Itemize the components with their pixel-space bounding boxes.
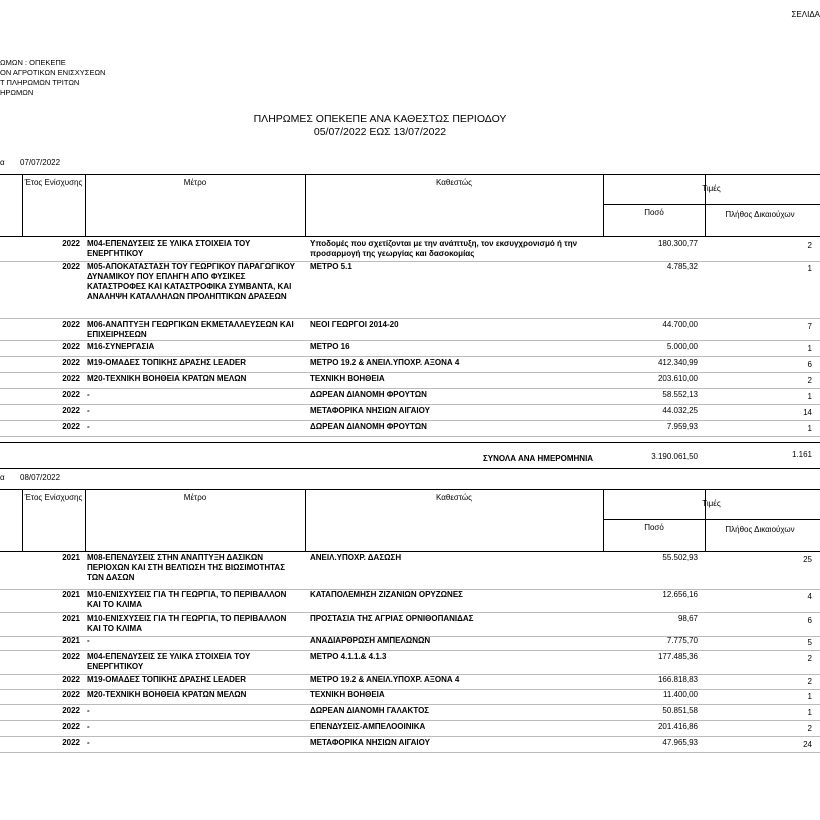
cell-status: ΤΕΧΝΙΚΗ ΒΟΗΘΕΙΑ	[310, 690, 385, 699]
header-amount: Ποσό	[644, 523, 664, 532]
cell-status: ΠΡΟΣΤΑΣΙΑ ΤΗΣ ΑΓΡΙΑΣ ΟΡΝΙΘΟΠΑΝΙΔΑΣ	[310, 614, 474, 623]
header-bottom-line	[0, 551, 820, 552]
cell-status: ΜΕΤΡΟ 19.2 & ΑΝΕΙΛ.ΥΠΟΧΡ. ΑΞΟΝΑ 4	[310, 358, 460, 367]
cell-year: 2021	[62, 553, 80, 562]
header-year: Έτος Ενίσχυσης	[24, 493, 83, 502]
cell-amount: 98,67	[677, 614, 698, 623]
page-label: ΣΕΛΙΔΑ	[791, 10, 820, 19]
header-status: Καθεστώς	[436, 493, 472, 502]
cell-year: 2021	[62, 614, 80, 623]
cell-count: 2	[807, 677, 812, 686]
date-prefix: α	[0, 473, 5, 482]
header-count: Πλήθος Δικαιούχων	[725, 525, 795, 534]
cell-count: 7	[807, 322, 812, 331]
cell-status: ΔΩΡΕΑΝ ΔΙΑΝΟΜΗ ΦΡΟΥΤΩΝ	[310, 390, 427, 399]
report-title: ΠΛΗΡΩΜΕΣ ΟΠΕΚΕΠΕ ΑΝΑ ΚΑΘΕΣΤΩΣ ΠΕΡΙΟΔΟΥ	[253, 113, 507, 125]
section-date: 07/07/2022	[20, 158, 61, 167]
cell-amount: 11.400,00	[663, 690, 698, 699]
cell-year: 2022	[62, 374, 80, 383]
cell-metro: -	[87, 706, 90, 715]
header-top-line	[0, 489, 820, 490]
section-date: 08/07/2022	[20, 473, 61, 482]
header-status: Καθεστώς	[436, 178, 472, 187]
cell-count: 6	[807, 616, 812, 625]
cell-status: ΕΠΕΝΔΥΣΕΙΣ-ΑΜΠΕΛΟΟΙΝΙΚΑ	[310, 722, 426, 731]
cell-metro: Μ10-ΕΝΙΣΧΥΣΕΙΣ ΓΙΑ ΤΗ ΓΕΩΡΓΙΑ, ΤΟ ΠΕΡΙΒΑΛΛΟΝ ΚΑΙ ΤΟ ΚΛΙΜΑ	[87, 614, 287, 633]
cell-metro: Μ19-ΟΜΑΔΕΣ ΤΟΠΙΚΗΣ ΔΡΑΣΗΣ LEADER	[87, 358, 247, 367]
cell-metro: Μ19-ΟΜΑΔΕΣ ΤΟΠΙΚΗΣ ΔΡΑΣΗΣ LEADER	[87, 675, 247, 684]
cell-count: 2	[807, 376, 812, 385]
cell-count: 24	[803, 740, 812, 749]
cell-status: ΜΕΤΡΟ 5.1	[310, 262, 352, 271]
cell-metro: Μ10-ΕΝΙΣΧΥΣΕΙΣ ΓΙΑ ΤΗ ΓΕΩΡΓΙΑ, ΤΟ ΠΕΡΙΒΑΛΛΟΝ ΚΑΙ ΤΟ ΚΛΙΜΑ	[87, 590, 287, 609]
cell-amount: 412.340,99	[657, 358, 698, 367]
cell-count: 2	[807, 654, 812, 663]
cell-count: 25	[803, 555, 812, 564]
cell-amount: 50.851,58	[662, 706, 698, 715]
cell-count: 6	[807, 360, 812, 369]
cell-status: Υποδομές που σχετίζονται με την ανάπτυξη, τον εκσυγχρονισμό ή την προσαρμογή της γεωργίας και δασοκομίας	[310, 239, 578, 258]
cell-year: 2022	[62, 320, 80, 329]
row-separator	[0, 612, 820, 613]
cell-count: 1	[807, 264, 812, 273]
row-separator	[0, 752, 820, 753]
cell-amount: 44.032,25	[662, 406, 698, 415]
cell-metro: Μ16-ΣΥΝΕΡΓΑΣΙΑ	[87, 342, 155, 351]
cell-year: 2022	[62, 690, 80, 699]
cell-metro: -	[87, 406, 90, 415]
cell-amount: 4.785,32	[666, 262, 698, 271]
org-line: ΩΜΩΝ : ΟΠΕΚΕΠΕ	[0, 58, 66, 67]
cell-amount: 7.959,93	[666, 422, 698, 431]
cell-status: ΑΝΑΔΙΑΡΘΡΩΣΗ ΑΜΠΕΛΩΝΩΝ	[310, 636, 431, 645]
cell-year: 2022	[62, 358, 80, 367]
header-metro: Μέτρο	[183, 493, 207, 502]
cell-metro: Μ04-ΕΠΕΝΔΥΣΕΙΣ ΣΕ ΥΛΙΚΑ ΣΤΟΙΧΕΙΑ ΤΟΥ ΕΝΕΡΓΗΤΙΚΟΥ	[87, 239, 251, 258]
org-line: ΗΡΩΜΩΝ	[0, 88, 34, 97]
header-year: Έτος Ενίσχυσης	[24, 178, 83, 187]
total-label: ΣΥΝΟΛΑ ΑΝΑ ΗΜΕΡΟΜΗΝΙΑ	[483, 454, 594, 463]
row-separator	[0, 404, 820, 405]
cell-amount: 44.700,00	[662, 320, 698, 329]
cell-metro: Μ04-ΕΠΕΝΔΥΣΕΙΣ ΣΕ ΥΛΙΚΑ ΣΤΟΙΧΕΙΑ ΤΟΥ ΕΝΕΡΓΗΤΙΚΟΥ	[87, 652, 251, 671]
cell-year: 2022	[62, 422, 80, 431]
cell-amount: 166.818,83	[657, 675, 698, 684]
cell-metro: Μ20-ΤΕΧΝΙΚΗ ΒΟΗΘΕΙΑ ΚΡΑΤΩΝ ΜΕΛΩΝ	[87, 690, 247, 699]
cell-status: ΜΕΤΡΟ 4.1.1.& 4.1.3	[310, 652, 387, 661]
cell-amount: 203.610,00	[657, 374, 698, 383]
cell-year: 2022	[62, 390, 80, 399]
cell-count: 4	[807, 592, 812, 601]
row-separator	[0, 340, 820, 341]
cell-count: 1	[807, 692, 812, 701]
cell-status: ΜΕΤΑΦΟΡΙΚΑ ΝΗΣΙΩΝ ΑΙΓΑΙΟΥ	[310, 406, 430, 415]
cell-count: 14	[803, 408, 812, 417]
total-count: 1.161	[791, 450, 812, 459]
cell-amount: 5.000,00	[666, 342, 698, 351]
cell-metro: -	[87, 422, 90, 431]
cell-count: 2	[807, 724, 812, 733]
cell-year: 2022	[62, 706, 80, 715]
cell-status: ΔΩΡΕΑΝ ΔΙΑΝΟΜΗ ΦΡΟΥΤΩΝ	[310, 422, 427, 431]
cell-year: 2022	[62, 738, 80, 747]
date-prefix: α	[0, 158, 5, 167]
cell-status: ΚΑΤΑΠΟΛΕΜΗΣΗ ΖΙΖΑΝΙΩΝ ΟΡΥΖΩΝΕΣ	[310, 590, 463, 599]
cell-year: 2022	[62, 262, 80, 271]
cell-amount: 177.485,36	[657, 652, 698, 661]
cell-metro: -	[87, 738, 90, 747]
cell-amount: 180.300,77	[657, 239, 698, 248]
org-line: ΟΝ ΑΓΡΟΤΙΚΩΝ ΕΝΙΣΧΥΣΕΩΝ	[0, 68, 106, 77]
row-separator	[0, 650, 820, 651]
org-line: Τ ΠΛΗΡΩΜΩΝ ΤΡΙΤΩΝ	[0, 78, 80, 87]
cell-year: 2022	[62, 652, 80, 661]
cell-status: ΝΕΟΙ ΓΕΩΡΓΟΙ 2014-20	[310, 320, 399, 329]
row-separator	[0, 420, 820, 421]
cell-amount: 55.502,93	[662, 553, 698, 562]
cell-metro: -	[87, 390, 90, 399]
cell-status: ΜΕΤΑΦΟΡΙΚΑ ΝΗΣΙΩΝ ΑΙΓΑΙΟΥ	[310, 738, 430, 747]
cell-status: ΜΕΤΡΟ 19.2 & ΑΝΕΙΛ.ΥΠΟΧΡ. ΑΞΟΝΑ 4	[310, 675, 460, 684]
total-bottom-line	[0, 468, 820, 469]
row-separator	[0, 388, 820, 389]
row-separator	[0, 436, 820, 437]
report-period: 05/07/2022 ΕΩΣ 13/07/2022	[313, 126, 447, 138]
cell-year: 2022	[62, 675, 80, 684]
cell-amount: 47.965,93	[662, 738, 698, 747]
cell-count: 1	[807, 392, 812, 401]
header-amount: Ποσό	[644, 208, 664, 217]
cell-count: 1	[807, 708, 812, 717]
header-values: Τιμές	[702, 499, 721, 508]
cell-status: ΑΝΕΙΛ.ΥΠΟΧΡ. ΔΑΣΩΣΗ	[310, 553, 402, 562]
cell-metro: Μ06-ΑΝΑΠΤΥΞΗ ΓΕΩΡΓΙΚΩΝ ΕΚΜΕΤΑΛΛΕΥΣΕΩΝ ΚΑΙ ΕΠΙΧΕΙΡΗΣΕΩΝ	[87, 320, 294, 339]
cell-status: ΔΩΡΕΑΝ ΔΙΑΝΟΜΗ ΓΑΛΑΚΤΟΣ	[310, 706, 430, 715]
total-amount: 3.190.061,50	[651, 452, 698, 461]
row-separator	[0, 318, 820, 319]
cell-amount: 12.656,16	[662, 590, 698, 599]
cell-metro: Μ08-ΕΠΕΝΔΥΣΕΙΣ ΣΤΗΝ ΑΝΑΠΤΥΞΗ ΔΑΣΙΚΩΝ ΠΕΡΙΟΧΩΝ ΚΑΙ ΣΤΗ ΒΕΛΤΙΩΣΗ ΤΗΣ ΒΙΩΣΙΜΟΤΗΤΑΣ ΤΩΝ ΔΑΣΩΝ	[87, 553, 285, 582]
cell-count: 2	[807, 241, 812, 250]
cell-count: 5	[807, 638, 812, 647]
cell-status: ΜΕΤΡΟ 16	[310, 342, 350, 351]
cell-year: 2022	[62, 239, 80, 248]
header-bottom-line	[0, 236, 820, 237]
row-separator	[0, 372, 820, 373]
header-metro: Μέτρο	[183, 178, 207, 187]
cell-year: 2022	[62, 342, 80, 351]
row-separator	[0, 704, 820, 705]
cell-metro: -	[87, 636, 90, 645]
cell-amount: 201.416,86	[657, 722, 698, 731]
cell-amount: 7.775,70	[666, 636, 698, 645]
total-line	[0, 442, 820, 443]
cell-year: 2021	[62, 636, 80, 645]
cell-year: 2022	[62, 406, 80, 415]
cell-status: ΤΕΧΝΙΚΗ ΒΟΗΘΕΙΑ	[310, 374, 385, 383]
header-count: Πλήθος Δικαιούχων	[725, 210, 795, 219]
values-divider	[603, 204, 820, 205]
values-divider	[603, 519, 820, 520]
cell-year: 2022	[62, 722, 80, 731]
cell-metro: Μ05-ΑΠΟΚΑΤΑΣΤΑΣΗ ΤΟΥ ΓΕΩΡΓΙΚΟΥ ΠΑΡΑΓΩΓΙΚΟΥ ΔΥΝΑΜΙΚΟΥ ΠΟΥ ΕΠΛΗΓΗ ΑΠΟ ΦΥΣΙΚΕΣ ΚΑΤΑΣΤΡΟΦΕΣ ΚΑΙ ΚΑΤΑΣΤΡΟΦΙΚΑ ΣΥΜΒΑΝΤΑ, ΚΑΙ ΑΝΑΛΗΨΗ ΚΑΤΑΛΛΗΛΩΝ ΠΡΟΛΗΠΤΙΚΩΝ ΔΡΑΣΕΩΝ	[87, 262, 295, 301]
row-separator	[0, 356, 820, 357]
cell-year: 2021	[62, 590, 80, 599]
row-separator	[0, 736, 820, 737]
cell-count: 1	[807, 424, 812, 433]
header-values: Τιμές	[702, 184, 721, 193]
cell-count: 1	[807, 344, 812, 353]
cell-metro: -	[87, 722, 90, 731]
cell-amount: 58.552,13	[662, 390, 698, 399]
row-separator	[0, 720, 820, 721]
cell-metro: Μ20-ΤΕΧΝΙΚΗ ΒΟΗΘΕΙΑ ΚΡΑΤΩΝ ΜΕΛΩΝ	[87, 374, 247, 383]
header-top-line	[0, 174, 820, 175]
